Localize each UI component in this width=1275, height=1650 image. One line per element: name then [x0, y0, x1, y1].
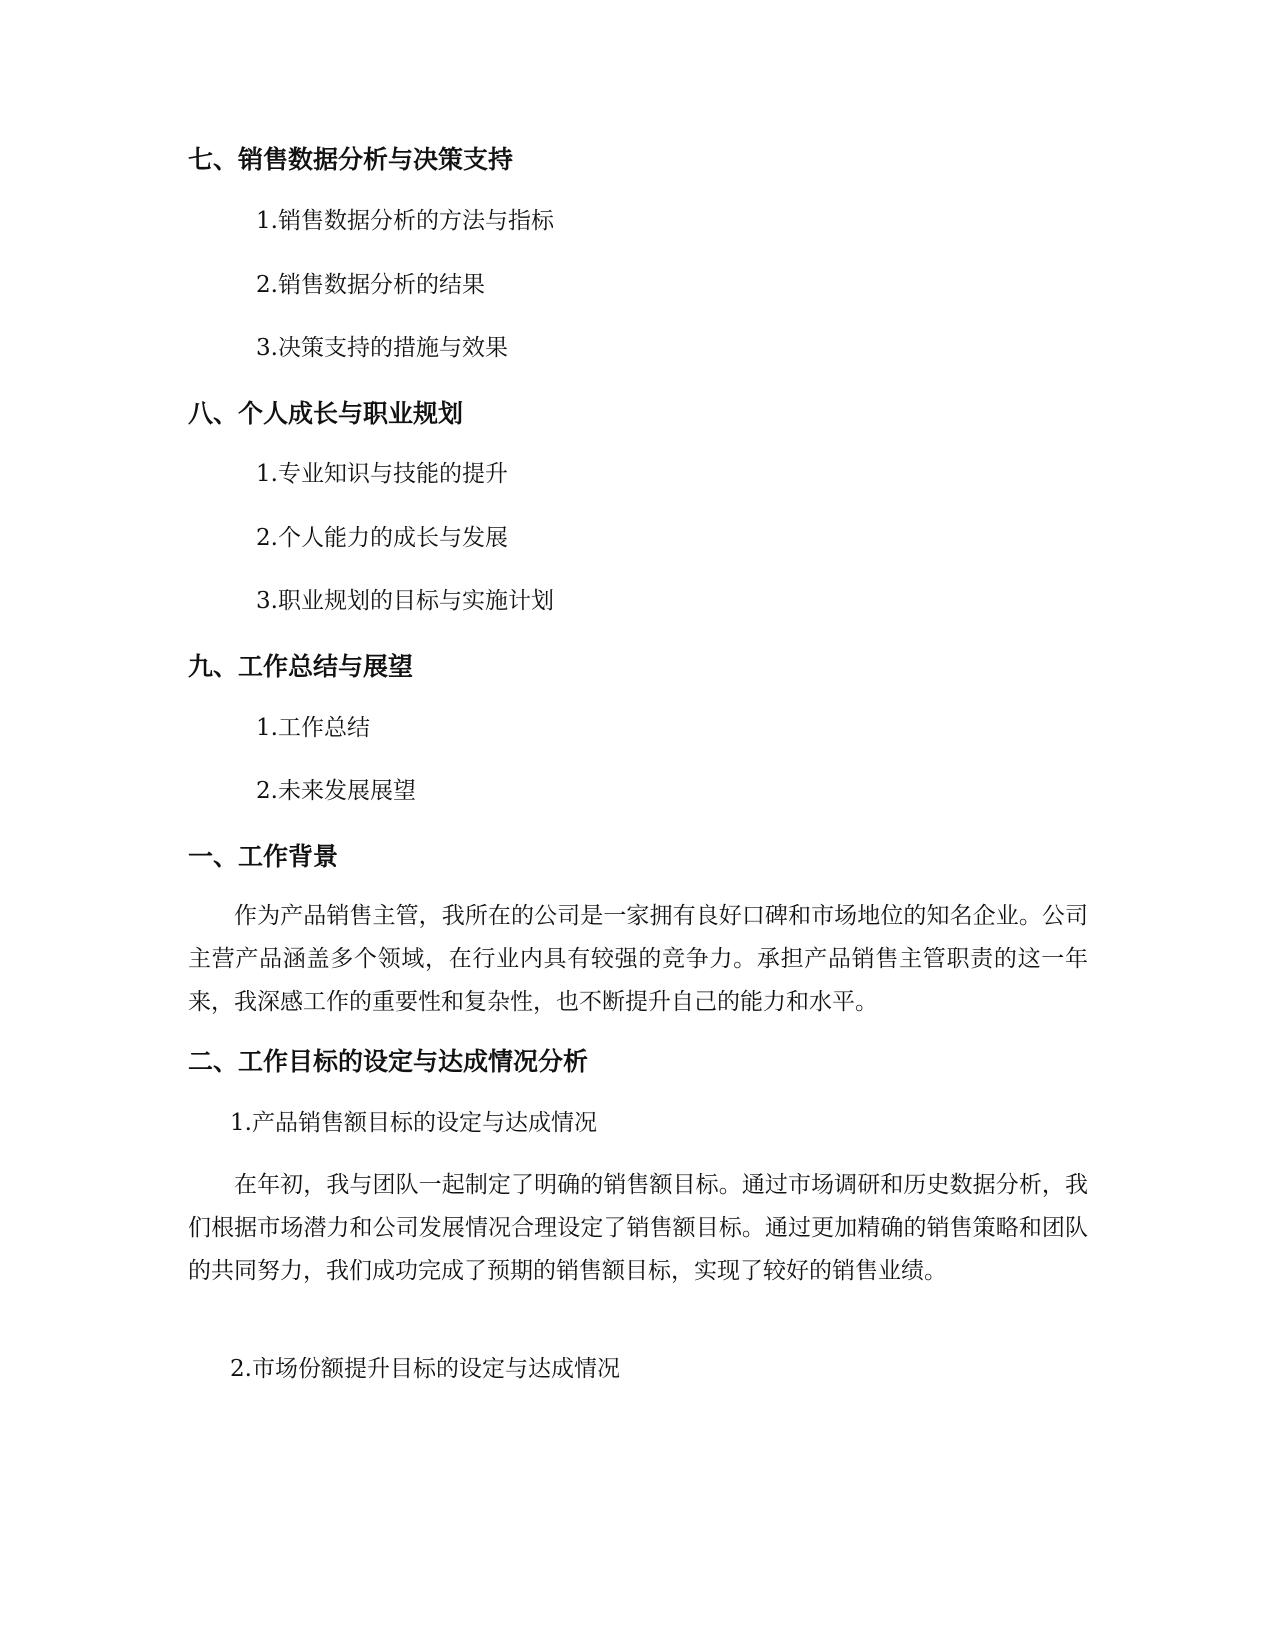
section-heading-1: 一、工作背景: [188, 842, 339, 871]
list-item: 1.工作总结: [256, 715, 370, 741]
section-heading-7: 七、销售数据分析与决策支持: [188, 145, 514, 174]
subheading-sales-target: 1.产品销售额目标的设定与达成情况: [230, 1110, 597, 1136]
list-item: 3.职业规划的目标与实施计划: [256, 588, 554, 614]
paragraph-sales-target: 在年初，我与团队一起制定了明确的销售额目标。通过市场调研和历史数据分析，我们根据市场潜力和公司发展情况合理设定了销售额目标。通过更加精确的销售策略和团队的共同努力，我们成功完成了预期的销售额目标，实现了较好的销售业绩。: [188, 1172, 1088, 1284]
section-heading-2: 二、工作目标的设定与达成情况分析: [188, 1047, 589, 1076]
list-item: 1.专业知识与技能的提升: [256, 461, 508, 487]
section-heading-9: 九、工作总结与展望: [188, 652, 414, 681]
list-item: 2.未来发展展望: [256, 778, 416, 804]
paragraph-background: 作为产品销售主管，我所在的公司是一家拥有良好口碑和市场地位的知名企业。公司主营产品涵盖多个领域，在行业内具有较强的竞争力。承担产品销售主管职责的这一年来，我深感工作的重要性和复杂性，也不断提升自己的能力和水平。: [188, 903, 1088, 1015]
list-item: 3.决策支持的措施与效果: [256, 335, 508, 361]
subheading-market-share: 2.市场份额提升目标的设定与达成情况: [230, 1356, 620, 1382]
list-item: 2.个人能力的成长与发展: [256, 525, 508, 551]
section-heading-8: 八、个人成长与职业规划: [188, 399, 464, 428]
list-item: 2.销售数据分析的结果: [256, 272, 485, 298]
list-item: 1.销售数据分析的方法与指标: [256, 208, 554, 234]
